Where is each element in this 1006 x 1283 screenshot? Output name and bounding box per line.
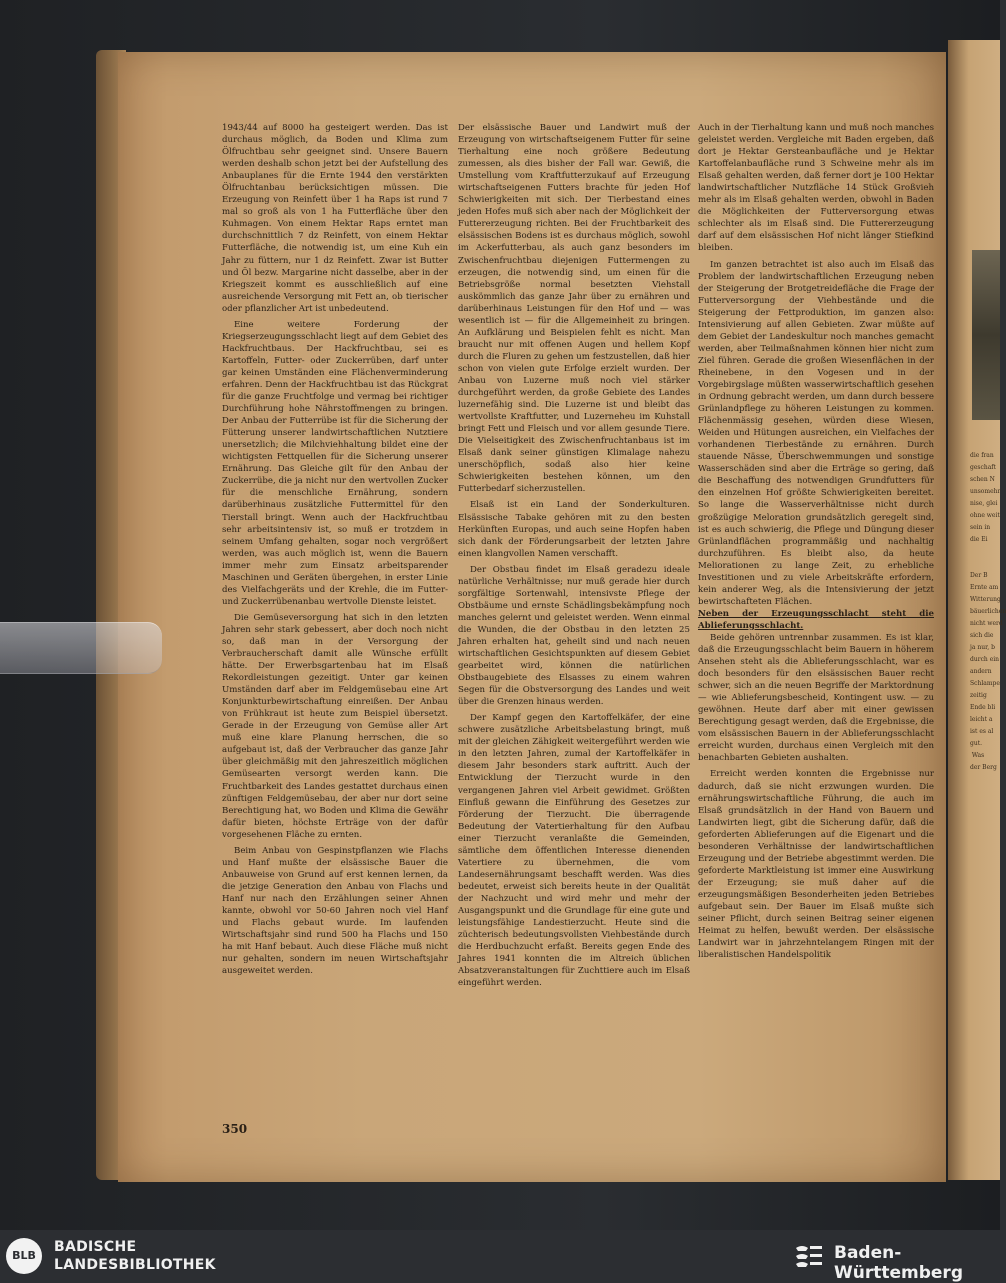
blb-logo-icon[interactable]: BLB [6,1238,42,1274]
paragraph: Beim Anbau von Gespinstpflanzen wie Flachs und Hanf mußte der elsässische Bauer die Anbauweise von Grund auf erst kennen lernen, da die jetzige Generation den Anbau von Flachs und Hanf nur nach den Erzählungen seiner Ahnen kannte, obwohl vor 50-60 Jahren noch viel Hanf und Flachs gebaut wurde. Im laufenden Wirtschaftsjahr sind rund 500 ha Flachs und 150 ha mit Hanf bebaut. Auch diese Fläche muß nicht nur gehalten, sondern im neuen Wirtschaftsjahr ausgeweitet werden. [222,845,448,977]
library-name-line-2: LANDESBIBLIOTHEK [54,1257,216,1273]
paragraph: Erreicht werden konnten die Ergebnisse nur dadurch, daß sie nicht erzwungen wurden. Die ernährungswirtschaftliche Führung, die auch im Elsaß grundsätzlich in der Hand von Bauern und Landwirten liegt, gibt die Sicherung dafür, daß die geforderten Ablieferungen auf die Eigenart und die besonderen Verhältnisse der landwirtschaftlichen Erzeugung und der Betriebe abgestimmt werden. Die geforderte Marktleistung ist immer eine Auswirkung der Erzeugung; sie muß daher auf die erzeugungsmäßigen Besonderheiten jeden Betriebes aufgebaut sein. Der Bauer im Elsaß mußte sich seiner Pflicht, durch seinen Beitrag seiner eigenen Heimat zu helfen, bewußt werden. Der elsässische Landwirt war in jahrzehntelangem Ringen mit der liberalistischen Handelspolitik [698,769,934,961]
adjacent-page-edge [948,40,1006,1180]
paragraph: Die Gemüseversorgung hat sich in den letzten Jahren sehr stark gebessert, aber doch noch nicht so, daß man in der Versorgung der Verbraucherschaft damit alle Wünsche erfüllt hätte. Der Erwerbsgartenbau hat im Elsaß Rekordleistungen gezeitigt. Unter gar keinen Umständen darf aber im Feldgemüsebau eine Art Konjunkturbewirtschaftung einreißen. Der Anbau von Frühkraut ist heute zum Beispiel übersetzt. Gerade in der Erzeugung von Gemüse aller Art muß eine klare Planung herrschen, die so aufgebaut ist, daß der Verbraucher das ganze Jahr über gleichmäßig mit den jahreszeitlich möglichen Gemüsearten versorgt werden kann. Die Fruchtbarkeit des Landes gestattet durchaus einen zünftigen Feldgemüsebau, der aber nur dort seine Berechtigung hat, wo Boden und Klima die Gewähr dafür bieten, höchste Erträge von der dafür vorgesehenen Fläche zu ernten. [222,612,448,840]
paragraph: Eine weitere Forderung der Kriegserzeugungsschlacht liegt auf dem Gebiet des Hackfruchtbaus. Der Hackfruchtbau, sei es Kartoffeln, Futter- oder Zuckerrüben, darf unter gar keinen Umständen eine Flächenverminderung erfahren. Denn der Hackfruchtbau ist das Rückgrat für die ganze Fruchtfolge und vermag bei richtiger Durchführung hohe Nährstoffmengen zu bringen. Der Anbau der Futterrübe ist für die Sicherung der Fütterung unserer landwirtschaftlichen Nutztiere unersetzlich; die Milchviehhaltung bildet eine der wichtigsten Fettquellen für die Sicherung unserer Ernährung. Das Gleiche gilt für den Anbau der Zuckerrübe, die ja nicht nur den wertvollen Zucker für die menschliche Ernährung, sondern darüberhinaus zusätzliche Futtermittel für den Tierstall bringt. Wenn auch der Hackfruchtbau sehr arbeitsintensiv ist, so muß er trotzdem in seinem Umfang gehalten, sogar noch vergrößert werden, was auch möglich ist, wenn die Bauern immer mehr zum Einsatz arbeitsparender Maschinen und Geräten übergehen, in erster Linie des Vielfachgeräts und der Krehle, die im Futter- und Zuckerrübenanbau wertvolle Dienste leistet. [222,319,448,607]
text-column-1 [222,122,448,977]
paragraph: Der elsässische Bauer und Landwirt muß der Erzeugung von wirtschaftseigenem Futter für seine Tierhaltung eine noch größere Bedeutung zumessen, als dies bisher der Fall war. Gewiß, die Umstellung vom Kraftfutterzukauf auf Erzeugung wirtschaftseigenen Futters brachte für jeden Hof Schwierigkeiten mit sich. Der Tierbestand eines jeden Hofes muß sich aber nach der Möglichkeit der Futtererzeugung richten. Bei der Fruchtbarkeit des elsässischen Bodens ist es durchaus möglich, sowohl im Ackerfutterbau, als auch ganz besonders im Zwischenfruchtbau diejenigen Futtermengen zu erzeugen, die notwendig sind, um einen für die Betriebsgröße normal besetzten Viehstall auskömmlich das ganze Jahr über zu ernähren und darüberhinaus Leistungen für den Hof und — was wesentlich ist — für die Allgemeinheit zu bringen. An Aufklärung und Beispielen fehlt es nicht. Man braucht nur mit offenen Augen und hellem Kopf durch die Fluren zu gehen um festzustellen, daß hier schon von vielen gute Erfolge erzielt wurden. Der Anbau von Luzerne muß noch viel stärker durchgeführt werden, da große Gebiete des Landes luzernefähig sind. Die Luzerne ist und bleibt das wertvollste Kraftfutter, und Luzerneheu im Kuhstall bringt Fett und Fleisch und vor allem gesunde Tiere. Die Vielseitigkeit des Zwischenfruchtanbaus ist im Elsaß dank seiner günstigen Klimalage nahezu unerschöpflich, sodaß also hier keine Schwierigkeiten bestehen können, um den Futterbedarf sicherzustellen. [458,123,690,495]
library-name-line-1: BADISCHE [54,1239,137,1255]
paragraph: Der Kampf gegen den Kartoffelkäfer, der eine schwere zusätzliche Arbeitsbelastung bringt, muß mit der gleichen Zähigkeit weitergeführt werden wie in den letzten Jahren, zumal der Kartoffelkäfer in diesem Jahr besonders stark auftritt. Auch der Entwicklung der Tierzucht wurde in den vergangenen Jahren viel Arbeit gewidmet. Größten Einfluß gewann die Einführung des Gesetzes zur Förderung der Tierzucht. Die überragende Bedeutung der Vatertierhaltung für den Aufbau einer Tierzucht veranlaßte die Gemeinden, sämtliche dem öffentlichen Interesse dienenden Vatertiere zu übernehmen, die vom Landesernährungsamt beschafft werden. Was dies bedeutet, erweist sich bereits heute in der Qualität der Nachzucht und wird mehr und mehr der Ausgangspunkt und die Grundlage für eine gute und leistungsfähige Landestierzucht. Heute sind die züchterisch bedeutungsvollsten Viehbestände durch die Herdbuchzucht erfaßt. Bereits gegen Ende des Jahres 1941 konnten die im Altreich üblichen Absatzveranstaltungen für Zuchttiere auch im Elsaß eingeführt werden. [458,713,690,989]
adjacent-page-photo [972,250,1000,420]
plastic-page-clip [0,622,162,674]
paragraph: Der Obstbau findet im Elsaß geradezu ideale natürliche Verhältnisse; nur muß gerade hier durch sorgfältige Sortenwahl, intensivste Pflege der Obstbäume und ernste Schädlingsbekämpfung noch manches gelernt und geleistet werden. Wenn einmal die Wunden, die der Obstbau in den letzten 25 Jahren erhalten hat, geheilt sind und nach neuen wirtschaftlichen Gesichtspunkten auf diesem Gebiet gearbeitet wird, können die natürlichen Obstbaugebiete des Elsasses zu einem wahren Segen für die Obstversorgung des Landes und weit über die Grenzen hinaus werden. [458,564,690,708]
page-number: 350 [222,1122,248,1136]
library-name[interactable] [54,1238,216,1274]
state-name[interactable]: Baden-Württemberg [834,1243,963,1283]
text-column-3 [698,122,934,961]
paragraph: 1943/44 auf 8000 ha gesteigert werden. Das ist durchaus möglich, da Boden und Klima zum Ölfruchtbau sehr geeignet sind. Unsere Bauern werden deshalb schon jetzt bei der Aufstellung des Anbauplanes für die Ernte 1944 den verstärkten Ölfruchtanbau berücksichtigen müssen. Die Erzeugung von Reinfett über 1 ha Raps ist rund 7 mal so groß als von 1 ha Futterfläche über den Kuhmagen. Von einem Hektar Raps erntet man durchschnittlich 7 dz Reinfett, von einem Hektar Futterfläche, die notwendig ist, um eine Kuh ein Jahr zu füttern, nur 1 dz Reinfett. Zwar ist Butter und Öl bezw. Margarine nicht dasselbe, aber in der Kriegszeit kommt es ausschließlich auf eine ausreichende Versorgung mit Fett an, ob tierischer oder pflanzlicher Art ist unbedeutend. [222,123,448,314]
lions-emblem-icon [792,1240,826,1274]
paragraph: Beide gehören untrennbar zusammen. Es ist klar, daß die Erzeugungsschlacht beim Bauern in höherem Ansehen steht als die Ablieferungsschlacht, war es doch besonders für den elsässischen Bauer recht schwer, sich an die neuen Begriffe der Marktordnung — wie Ablieferungsbescheid, Kontingent usw. — zu gewöhnen. Heute darf aber mit einer gewissen Berechtigung gesagt werden, daß die Ergebnisse, die vom elsässischen Bauern in der Ablieferungsschlacht erreicht wurden, durchaus einen Vergleich mit den benachbarten Gebieten aushalten. [698,632,934,764]
section-heading: Neben der Erzeugungsschlacht steht die Ablieferungsschlacht. [698,608,934,631]
paragraph: Im ganzen betrachtet ist also auch im Elsaß das Problem der landwirtschaftlichen Erzeugung neben der Steigerung der Brotgetreidefläche die Frage der Futterversorgung der Viehbestände und die Steigerung der Fettproduktion, im ganzen also: Intensivierung auf allen Gebieten. Zwar müßte auf dem Gebiet der Landeskultur noch manches gemacht werden, aber Teilmaßnahmen können hier nicht zum Ziel führen. Gerade die großen Wiesenflächen in der Rheinebene, in den Vogesen und in der Vorgebirgslage müßten wasserwirtschaftlich gesehen in Ordnung gebracht werden, um dann durch bessere Grünlandpflege zu höheren Leistungen zu kommen. Flächenmässig gesehen, würden diese Wiesen, Weiden und Hütungen ausreichen, ein Vielfaches der vorhandenen Tierbestände zu ernähren. Durch stauende Nässe, Überschwemmungen und sonstige Wasserschäden sind aber die Erträge so gering, daß die Beschaffung des notwendigen Grundfutters für den einzelnen Hof größte Schwierigkeiten bereitet. So lange die Wasserverhältnisse nicht durch großzügige Meloration grundsätzlich geregelt sind, ist es auch schwierig, die Pflege und Düngung dieser Grünlandflächen programmäßig und nachhaltig durchzuführen. Es bleibt also, da heute Meliorationen zu lange Zeit, zu erhebliche Investitionen und zu viele Arbeitskräfte erfordern, kein anderer Weg, als die Intensivierung der jetzt bewirtschafteten Flächen. [698,259,934,607]
text-column-2 [458,122,690,989]
paragraph: Auch in der Tierhaltung kann und muß noch manches geleistet werden. Vergleiche mit Baden ergeben, daß dort je Hektar Gersteanbaufläche und je Hektar Kartoffelanbaufläche rund 3 Schweine mehr als im Elsaß gehalten werden, daß ferner dort je 100 Hektar landwirtschaftlicher Nutzfläche 14 Stück Großvieh mehr als im Elsaß gehalten werden, obwohl in Baden die Möglichkeiten der Futterversorgung etwas schlechter als im Elsaß sind. Die Futtererzeugung darf auf dem elsässischen Hof nicht länger Stiefkind bleiben. [698,123,934,254]
paragraph: Elsaß ist ein Land der Sonderkulturen. Elsässische Tabake gehören mit zu den besten Herkünften Europas, und auch seine Hopfen haben sich dank der Förderungsarbeit der letzten Jahre einen klangvollen Namen verschafft. [458,500,690,559]
adjacent-page-text: die fran geschaft schen N unsomehr nise, glei ohne weit sein in die Ei Der B Ernte am Witterung bäuerlichen nicht werd sich die ja nur, b durch ein andern Schlampe zeitig Ende bli leicht a ist es al gut. Was der Berg [970,452,1006,771]
footer-bar [0,1230,1000,1282]
